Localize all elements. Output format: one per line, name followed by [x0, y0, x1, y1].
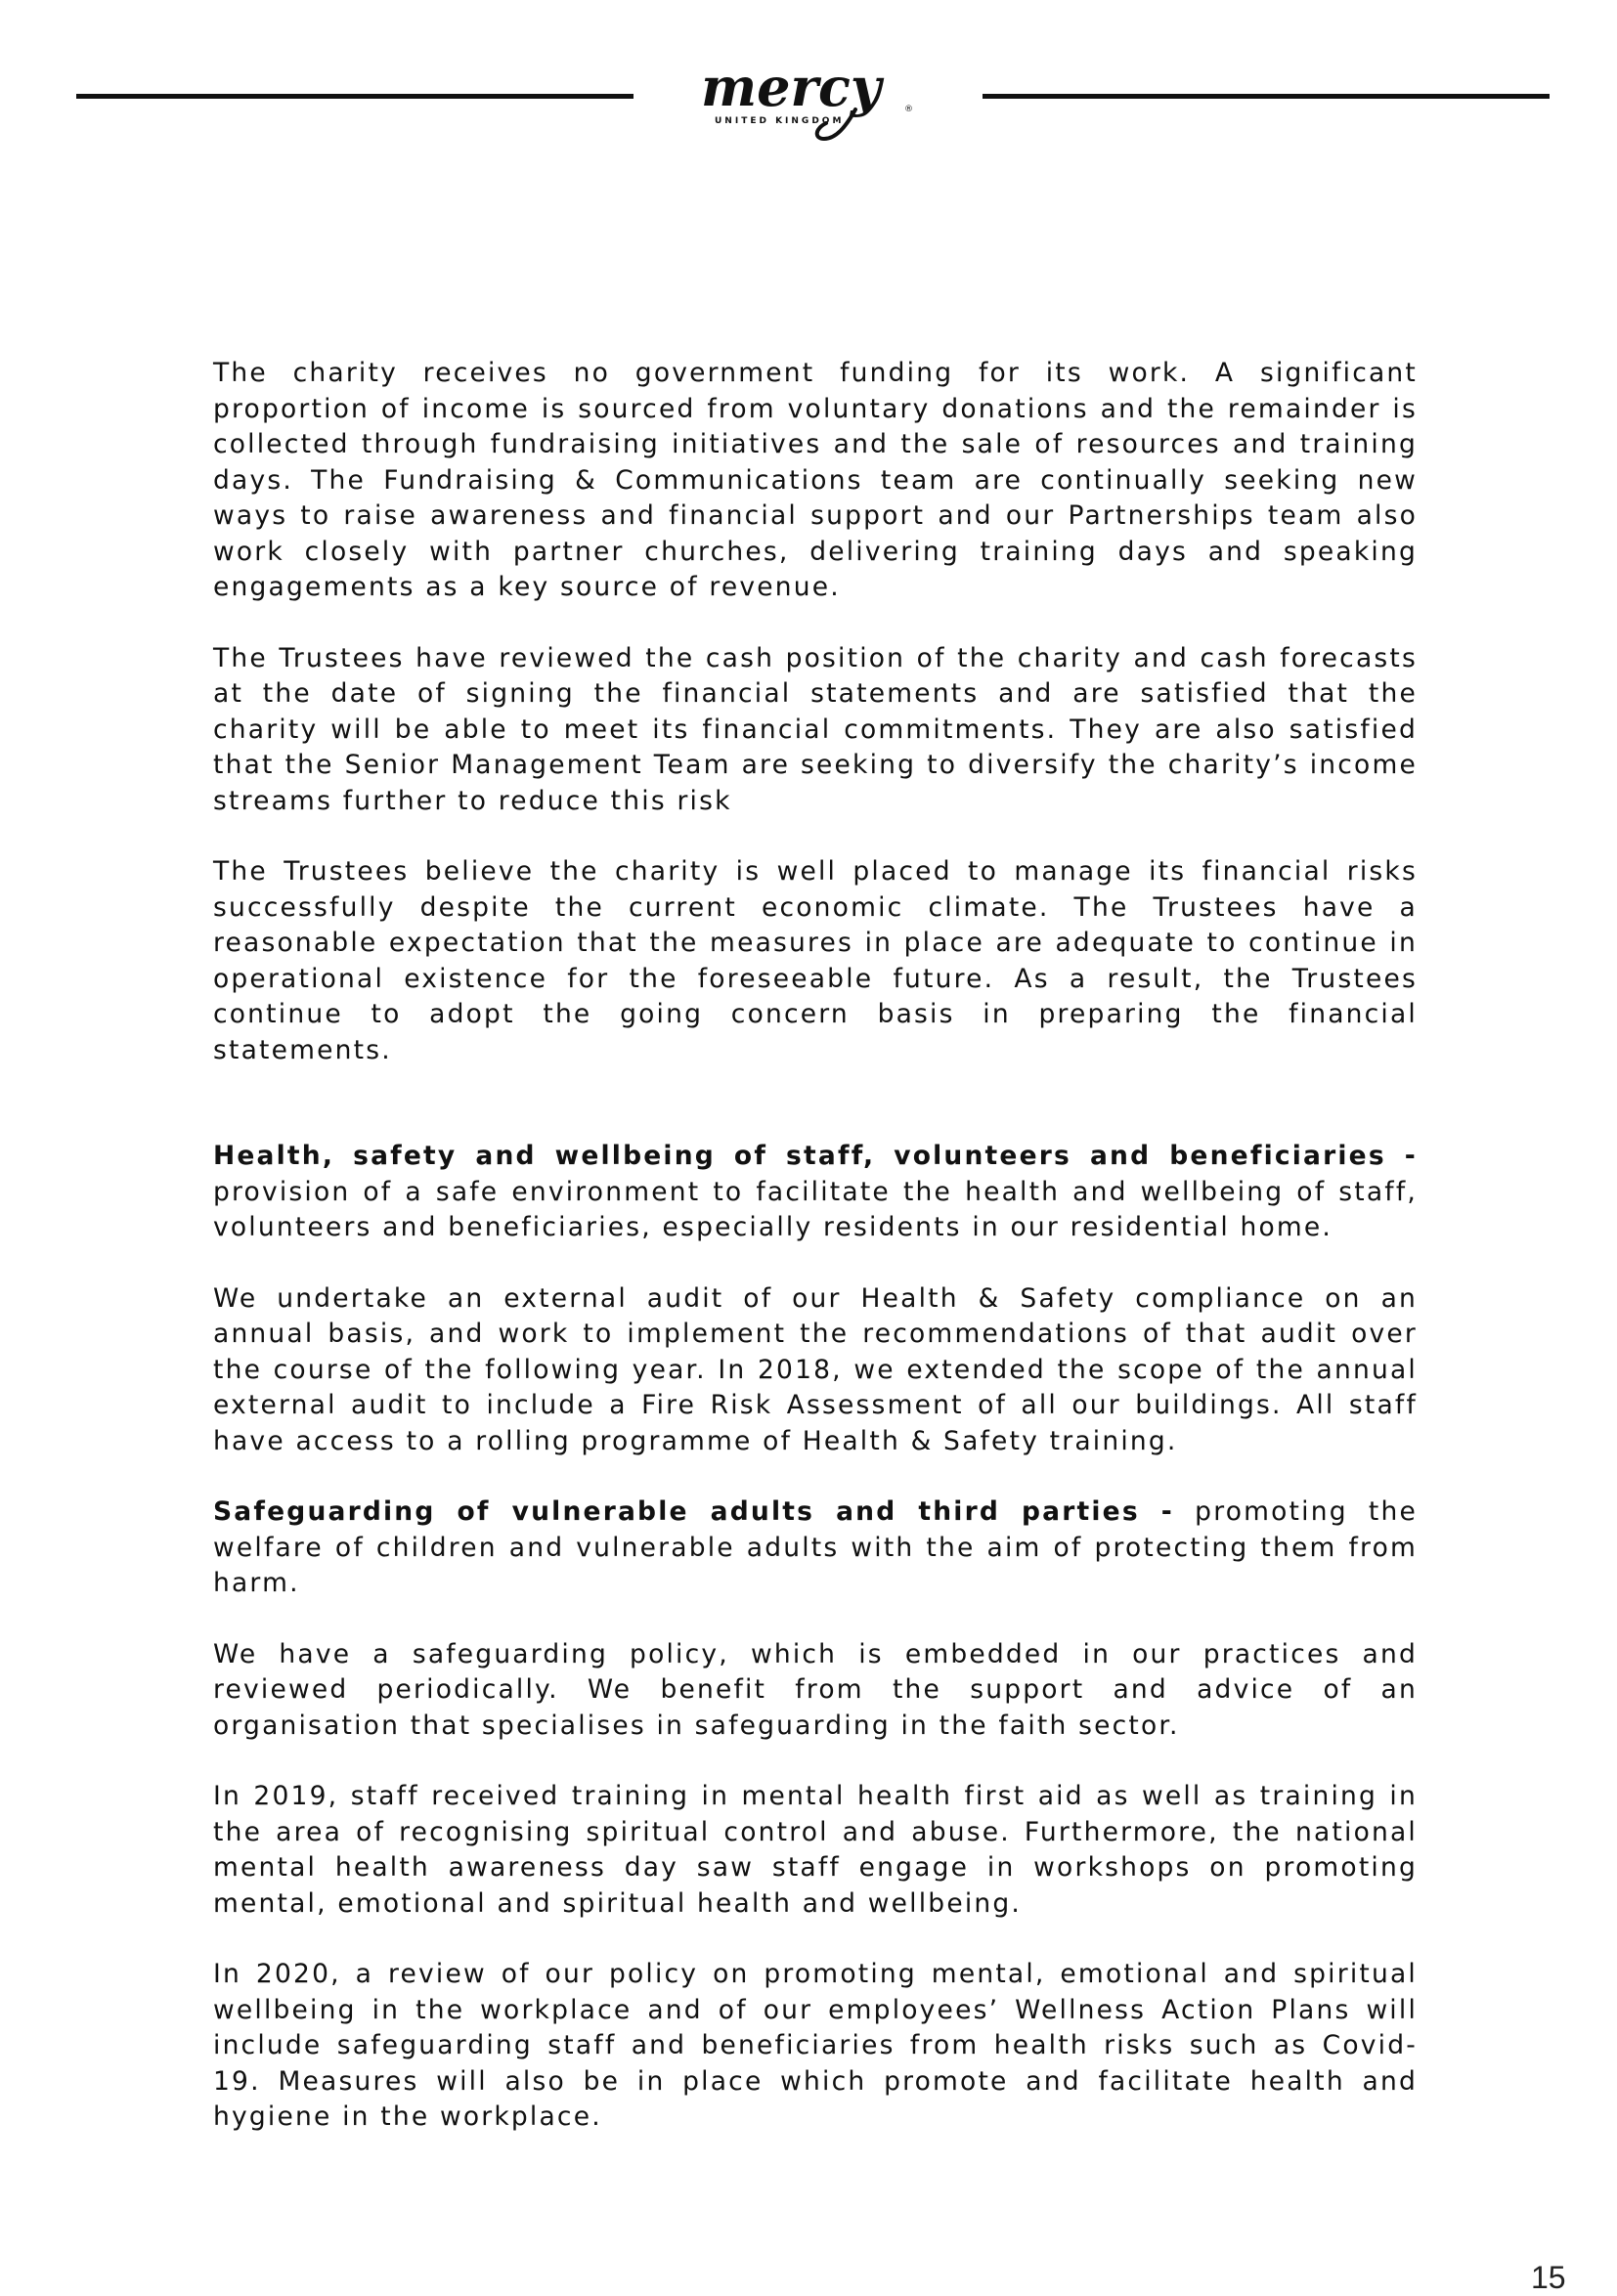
paragraph-funding	[213, 356, 1418, 606]
paragraph-cash-position	[213, 641, 1418, 820]
paragraph-2020-review	[213, 1957, 1418, 2136]
paragraph-text: The Trustees believe the charity is well placed to manage its financial risks successfully despite the current economic climate. The Trustees have a reasonable expectation that the measures in place are adequate to continue in operational existence for the foreseeable future. As a result, the Trustees continue to adopt the going concern basis in preparing the financial statements.	[213, 856, 1418, 1065]
body-content	[213, 356, 1418, 2171]
paragraph-safeguarding	[213, 1495, 1418, 1602]
paragraph-text: provision of a safe environment to facilitate the health and wellbeing of staff, volunteers and beneficiaries, especially residents in our residential home.	[213, 1176, 1418, 1242]
paragraph-text: promoting the welfare of children and vulnerable adults with the aim of protecting them from harm.	[213, 1496, 1418, 1598]
paragraph-text: We undertake an external audit of our Health & Safety compliance on an annual basis, and work to implement the recommendations of that audit over the course of the following year. In 2018, we extended the scope of the annual external audit to include a Fire Risk Assessment of all our buildings. All staff have access to a rolling programme of Health & Safety training.	[213, 1282, 1418, 1456]
page-number: 15	[1531, 2260, 1566, 2295]
paragraph-going-concern	[213, 854, 1418, 1068]
logo-script-text: mercy	[701, 56, 882, 118]
paragraph-text: The charity receives no government funding for its work. A significant proportion of income is sourced from voluntary donations and the remainder is collected through fundraising initiatives and the sale of resources and training days. The Fundraising & Communications team are continually seeking new ways to raise awareness and financial support and our Partnerships team also work closely with partner churches, delivering training days and speaking engagements as a key source of revenue.	[213, 358, 1418, 602]
paragraph-2019-training	[213, 1779, 1418, 1922]
section-heading: Health, safety and wellbeing of staff, volunteers and beneficiaries -	[213, 1141, 1418, 1171]
logo-subtext: UNITED KINGDOM	[715, 116, 845, 126]
paragraph-text: In 2019, staff received training in mental health first aid as well as training in the area of recognising spiritual control and abuse. Furthermore, the national mental health awareness day saw staff engage in workshops on promoting mental, emotional and spiritual health and wellbeing.	[213, 1781, 1418, 1919]
header-rule-right	[983, 94, 1550, 99]
paragraph-safeguarding-policy	[213, 1637, 1418, 1745]
paragraph-text: The Trustees have reviewed the cash position of the charity and cash forecasts at the date of signing the financial statements and are satisfied that the charity will be able to meet its financial commitments. They are also satisfied that the Senior Management Team are seeking to diversify the charity’s income streams further to reduce this risk	[213, 642, 1418, 816]
paragraph-external-audit	[213, 1281, 1418, 1460]
header-rule-left	[76, 94, 634, 99]
logo-registered-mark: ®	[904, 105, 913, 114]
mercy-logo	[689, 49, 934, 147]
section-heading: Safeguarding of vulnerable adults and third parties -	[213, 1496, 1174, 1527]
paragraph-text: We have a safeguarding policy, which is embedded in our practices and reviewed periodically. We benefit from the support and advice of an organisation that specialises in safeguarding in the faith sector.	[213, 1638, 1418, 1741]
paragraph-health-safety	[213, 1139, 1418, 1246]
paragraph-text: In 2020, a review of our policy on promoting mental, emotional and spiritual wellbeing in the workplace and of our employees’ Wellness Action Plans will include safeguarding staff and beneficiaries from health risks such as Covid-19. Measures will also be in place which promote and facilitate health and hygiene in the workplace.	[213, 1959, 1418, 2132]
